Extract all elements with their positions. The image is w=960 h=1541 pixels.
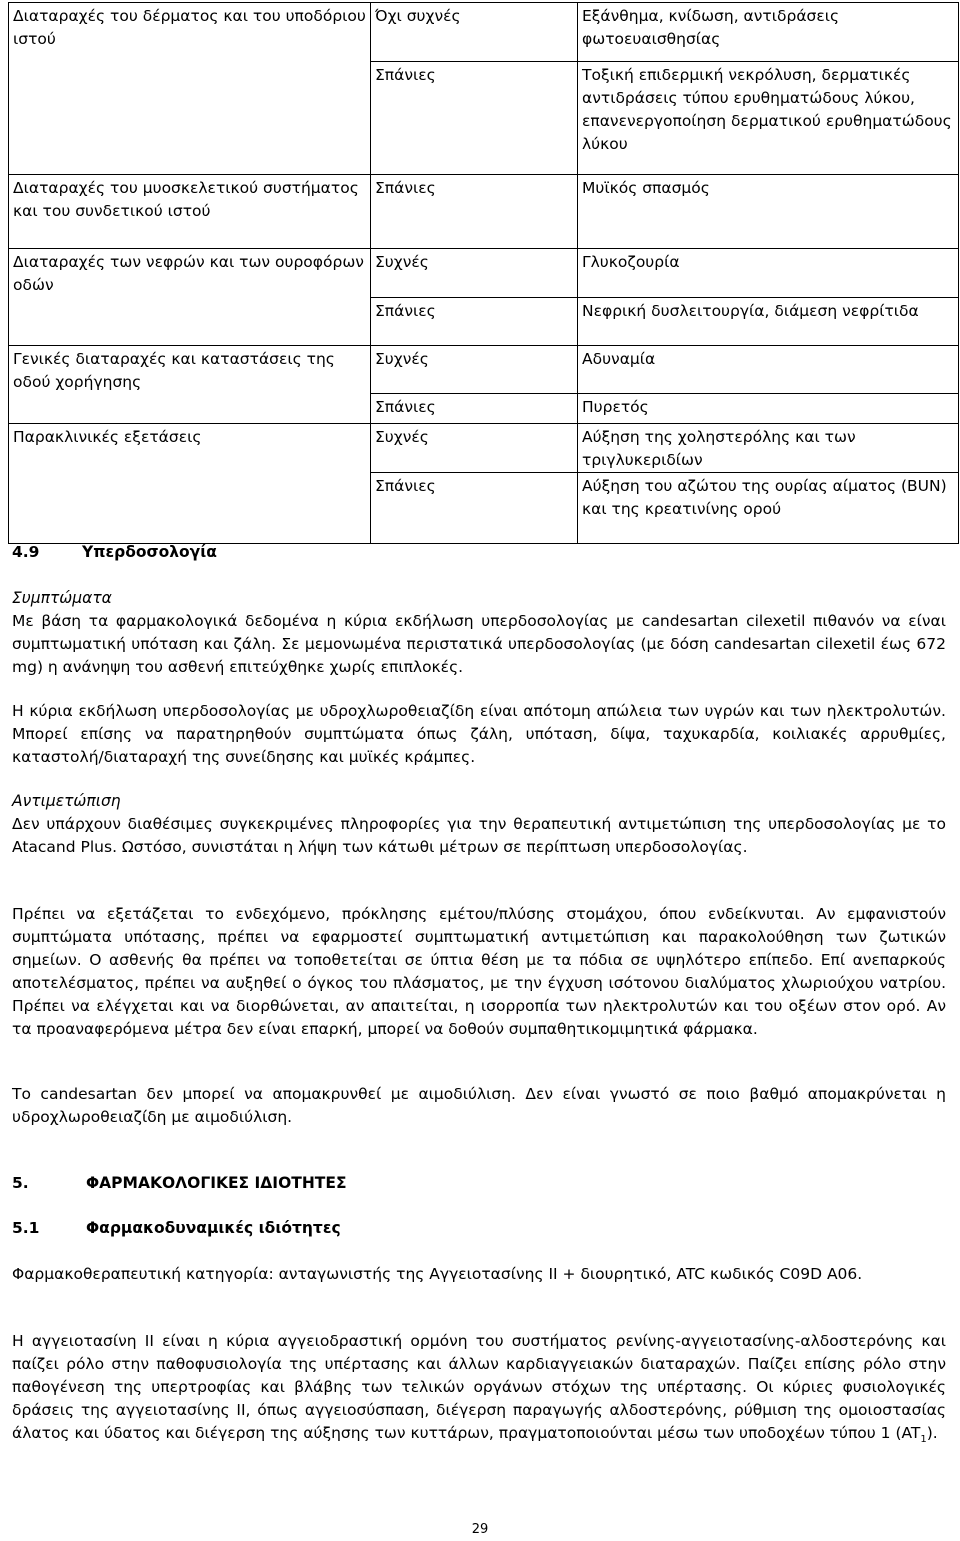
table-cell-effect: Πυρετός <box>578 394 959 424</box>
section-5-1-heading <box>12 1217 946 1240</box>
section-title: ΦΑΡΜΑΚΟΛΟΓΙΚΕΣ ΙΔΙΟΤΗΤΕΣ <box>86 1174 347 1192</box>
section-number: 4.9 <box>12 543 40 561</box>
paragraph: Με βάση τα φαρμακολογικά δεδομένα η κύρια εκδήλωση υπερδοσολογίας με candesartan cilexetil πιθανόν να είναι συμπτωματική υπόταση και ζάλη. Σε μεμονωμένα περιστατικά υπερδοσολογίας (με δόση candesartan cilexetil έως 672 mg) η ανάνηψη του ασθενή επιτεύχθηκε χωρίς επιπλοκές. <box>12 612 946 676</box>
table-cell-frequency: Συχνές <box>371 345 578 394</box>
section-5-heading <box>12 1172 946 1195</box>
section-title: Υπερδοσολογία <box>82 543 217 561</box>
table-cell-frequency: Σπάνιες <box>371 394 578 424</box>
table-cell-effect: Μυϊκός σπασμός <box>578 175 959 249</box>
paragraph: Δεν υπάρχουν διαθέσιμες συγκεκριμένες πληροφορίες για την θεραπευτική αντιμετώπιση της υπερδοσολογίας με το Atacand Plus. Ωστόσο, συνιστάται η λήψη των κάτωθι μέτρων σε περίπτωση υπερδοσολογίας. <box>12 815 946 856</box>
table-cell-frequency: Σπάνιες <box>371 62 578 175</box>
section-number: 5. <box>12 1174 29 1192</box>
section-4-9-heading <box>12 541 946 564</box>
table-row <box>9 249 959 298</box>
table-cell-effect: Αύξηση του αζώτου της ουρίας αίματος (BUN) και της κρεατινίνης ορού <box>578 473 959 544</box>
table-cell-soc: Γενικές διαταραχές και καταστάσεις της οδού χορήγησης <box>9 345 371 394</box>
table-cell-effect: Γλυκοζουρία <box>578 249 959 298</box>
paragraph-text: Η αγγειοτασίνη ΙΙ είναι η κύρια αγγειοδραστική ορμόνη του συστήματος ρενίνης-αγγειοτασίνης-αλδοστερόνης και παίζει ρόλο στην παθοφυσιολογία της υπέρτασης και άλλων καρδιαγγειακών διαταραχών. Παίζει επίσης ρόλο στην παθογένεση της υπερτροφίας και βλάβης των τελικών οργάνων στόχων της υπέρτασης. Οι κύριες φυσιολογικές δράσεις της αγγειοτασίνης ΙΙ, όπως αγγειοσύσπαση, διέγερση παραγωγής αλδοστερόνης, ρύθμιση της ομοιοστασίας άλατος και ύδατος και διέγερση της αύξησης των κυττάρων, πραγματοποιούνται μέσω των υποδοχέων τύπου 1 (AT <box>12 1332 946 1442</box>
table-row <box>9 345 959 394</box>
table-cell-soc <box>9 473 371 544</box>
paragraph <box>12 1330 946 1451</box>
table-cell-soc: Διαταραχές του μυοσκελετικού συστήματος και του συνδετικού ιστού <box>9 175 371 249</box>
paragraph: Φαρμακοθεραπευτική κατηγορία: ανταγωνιστής της Αγγειοτασίνης ΙΙ + διουρητικό, ATC κωδικός C09D A06. <box>12 1265 863 1283</box>
table-cell-frequency: Όχι συχνές <box>371 3 578 62</box>
section-number: 5.1 <box>12 1219 40 1237</box>
table-cell-soc: Διαταραχές του δέρματος και του υποδόριου ιστού <box>9 3 371 62</box>
paragraph-text: ). <box>926 1424 938 1442</box>
section-title: Φαρμακοδυναμικές ιδιότητες <box>86 1219 341 1237</box>
table-row <box>9 62 959 175</box>
table-cell-frequency: Συχνές <box>371 249 578 298</box>
table-cell-effect: Τοξική επιδερμική νεκρόλυση, δερματικές αντιδράσεις τύπου ερυθηματώδους λύκου, επανενεργοποίηση δερματικού ερυθηματώδους λύκου <box>578 62 959 175</box>
table-cell-soc <box>9 297 371 345</box>
table-cell-effect: Εξάνθημα, κνίδωση, αντιδράσεις φωτοευαισθησίας <box>578 3 959 62</box>
table-cell-soc: Διαταραχές των νεφρών και των ουροφόρων οδών <box>9 249 371 298</box>
paragraph: Πρέπει να εξετάζεται το ενδεχόμενο, πρόκλησης εμέτου/πλύσης στομάχου, όπου ενδείκνυται. Αν εμφανιστούν συμπτώματα υπότασης, πρέπει να εφαρμοστεί συμπτωματική αντιμετώπιση και παρακολούθηση των ζωτικών σημείων. Ο ασθενής θα πρέπει να τοποθετείται σε ύπτια θέση με τα πόδια σε υψηλότερο επίπεδο. Επί ανεπαρκούς αποτελέσματος, πρέπει να αυξηθεί ο όγκος του πλάσματος, με την έγχυση ισότονου διαλύματος χλωριούχου νατρίου. Πρέπει να ελέγχεται και να διορθώνεται, αν απαιτείται, η ισορροπία των ηλεκτρολυτών και του οξέων στον ορό. Αν τα προαναφερόμενα μέτρα δεν είναι επαρκή, μπορεί να δοθούν συμπαθητικομιμητικά φάρμακα. <box>12 905 946 1038</box>
paragraph: Το candesartan δεν μπορεί να απομακρυνθεί με αιμοδιύλιση. Δεν είναι γνωστό σε ποιο βαθμό απομακρύνεται η υδροχλωροθειαζίδη με αιμοδιύλιση. <box>12 1085 946 1126</box>
table-row <box>9 175 959 249</box>
table-row <box>9 297 959 345</box>
subscript: 1 <box>920 1434 927 1446</box>
table-cell-effect: Νεφρική δυσλειτουργία, διάμεση νεφρίτιδα <box>578 297 959 345</box>
subheading-symptoms: Συμπτώματα <box>12 589 112 607</box>
table-row <box>9 394 959 424</box>
table-cell-soc <box>9 62 371 175</box>
table-cell-frequency: Σπάνιες <box>371 175 578 249</box>
table-cell-frequency: Συχνές <box>371 424 578 473</box>
table-cell-effect: Αδυναμία <box>578 345 959 394</box>
table-cell-effect: Αύξηση της χοληστερόλης και των τριγλυκεριδίων <box>578 424 959 473</box>
table-row <box>9 424 959 473</box>
paragraph: Η κύρια εκδήλωση υπερδοσολογίας με υδροχλωροθειαζίδη είναι απότομη απώλεια των υγρών και των ηλεκτρολυτών. Μπορεί επίσης να παρατηρηθούν συμπτώματα όπως ζάλη, υπόταση, δίψα, ταχυκαρδία, κοιλιακές αρρυθμίες, καταστολή/διαταραχή της συνείδησης και μυϊκές κράμπες. <box>12 702 946 766</box>
adverse-effects-table <box>8 2 959 544</box>
subheading-treatment: Αντιμετώπιση <box>12 792 121 810</box>
page-number: 29 <box>471 1522 489 1537</box>
table-cell-frequency: Σπάνιες <box>371 297 578 345</box>
table-cell-soc: Παρακλινικές εξετάσεις <box>9 424 371 473</box>
table-row <box>9 473 959 544</box>
table-cell-frequency: Σπάνιες <box>371 473 578 544</box>
table-cell-soc <box>9 394 371 424</box>
table-row <box>9 3 959 62</box>
